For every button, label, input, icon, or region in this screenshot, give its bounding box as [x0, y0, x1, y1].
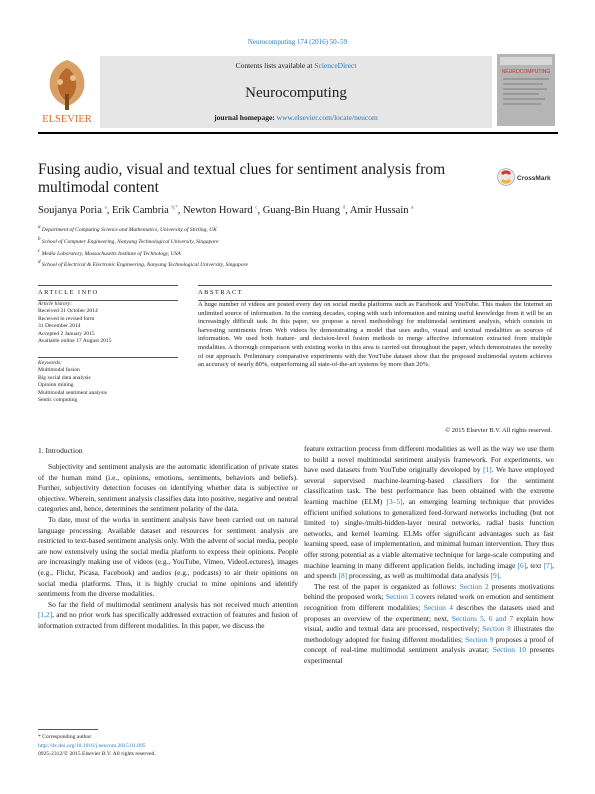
footnote-rule	[38, 729, 98, 730]
history-item: Available online 17 August 2015	[38, 338, 112, 345]
body-column-right	[304, 444, 554, 666]
keyword: Multimodal fusion	[38, 367, 80, 374]
divider	[38, 285, 178, 286]
section-link[interactable]: Section 4	[423, 602, 453, 612]
author: Guang-Bin Huang $^d$	[262, 205, 346, 216]
section-link[interactable]: Section 2	[459, 581, 489, 591]
doi-link[interactable]: http://dx.doi.org/10.1016/j.neucom.2015.01.095	[38, 742, 146, 749]
journal-name: Neurocomputing	[245, 85, 347, 101]
keyword: Multimodal sentiment analysis	[38, 389, 107, 396]
affiliation: b School of Computer Engineering, Nanyang Technological University, Singapore	[38, 236, 219, 245]
history-item: 31 December 2014	[38, 323, 81, 330]
abstract-text: A huge number of videos are posted every day on social media platforms such as Facebook and YouTube. This makes the Internet an unlimited source of information. In the coming decades, coping with such information and mining useful knowledge from it will be an increasingly difficult task. In this paper, we propose a novel methodology for multimodal sentiment analysis, which consists in harvesting sentiments from Web videos by demonstrating a model that uses audio, visual and textual modalities as sources of information. We used both feature- and decision-level fusion methods to merge affective information extracted from multiple modalities. A thorough comparison with existing works in this area is carried out throughout the paper, which demonstrates the novelty of our approach. Preliminary comparative experiments with the YouTube dataset show that the proposed multimodal system achieves an accuracy of nearly 80%, outperforming all state-of-the-art systems by more than 20%.	[198, 301, 552, 369]
article-info-heading: ARTICLE INFO	[38, 289, 99, 296]
author: Erik Cambria $^{b,*}$	[111, 205, 178, 216]
paragraph: So far the field of multimodal sentiment analysis has not received much attention [1,2], and no prior work has specifically addressed extraction of features and fusion of information extracted from different modalities. In this paper, we discuss the	[38, 599, 298, 630]
section-link[interactable]: Section 9	[465, 634, 494, 644]
crossmark-label: CrossMark	[517, 175, 551, 182]
masthead	[100, 56, 492, 128]
masthead-rule	[38, 132, 558, 134]
history-item: Accepted 2 January 2015	[38, 330, 95, 337]
body-column-left	[38, 462, 298, 632]
divider	[198, 285, 552, 286]
corresponding-author-note: * Corresponding author.	[38, 734, 93, 740]
contents-line	[100, 61, 492, 70]
section-link[interactable]: Section 10	[492, 645, 527, 655]
history-item: Received 31 October 2014	[38, 308, 98, 315]
abstract-box	[198, 285, 552, 301]
keyword: Opinion mining	[38, 382, 74, 389]
history-heading: Article history:	[38, 301, 73, 307]
keyword: Sentic computing	[38, 397, 78, 404]
crossmark-badge[interactable]	[497, 167, 557, 187]
issn-line: 0925-2312/© 2015 Elsevier B.V. All rights reserved.	[38, 751, 156, 757]
cover-title: NEUROCOMPUTING	[501, 69, 551, 75]
keyword: Big social data analysis	[38, 374, 91, 381]
elsevier-logo	[38, 54, 96, 126]
paragraph: To date, most of the works in sentiment analysis have been carried out on natural language processing. Available dataset and resources for sentiment analysis are restricted to text-based sentiment analysis only. With the advent of social media, people are now extensively using the social media platform to express their opinions. People are increasingly making use of videos (e.g., YouTube, Vimeo, VideoLectures), images (e.g., Flickr, Picasa, Facebook) and audios (e.g., podcasts) to air their opinions on social media platforms. Thus, it is highly crucial to mine opinions and identify sentiments from the diverse modalities.	[38, 514, 298, 599]
keywords	[38, 357, 178, 404]
journal-cover	[497, 54, 555, 126]
footnote	[38, 733, 298, 759]
abstract-heading: ABSTRACT	[198, 289, 244, 296]
affiliation: c Media Laboratory, Massachusetts Institute of Technology, USA	[38, 248, 181, 257]
journal-reference[interactable]: Neurocomputing 174 (2016) 50–59	[247, 38, 348, 46]
contents-prefix: Contents lists available at	[235, 61, 315, 70]
paper-title: Fusing audio, visual and textual clues for sentiment analysis from multimodal content	[38, 161, 446, 196]
citation-link[interactable]: [1,2]	[38, 610, 53, 620]
paragraph: Subjectivity and sentiment analysis are the automatic identification of private states of the human mind (i.e., opinions, emotions, sentiments, behaviors and beliefs). Further, subjectivity detection focuses on identifying whether data is subjective or objective. Wherein, sentiment analysis classifies data into positive, negative and neutral categories and, hence, determines the sentiment polarity of the data.	[38, 462, 298, 514]
citation-link[interactable]: [7]	[543, 560, 553, 570]
divider	[38, 357, 178, 358]
sciencedirect-link[interactable]: ScienceDirect	[314, 61, 357, 70]
author: Amir Hussain $^a$	[349, 205, 414, 216]
author: Soujanya Poria $^a$	[38, 205, 107, 216]
section-link[interactable]: Section 3	[385, 592, 414, 602]
section-link[interactable]: Sections 5, 6 and 7	[451, 613, 514, 623]
homepage-label: journal homepage:	[214, 113, 277, 122]
homepage-link[interactable]: www.elsevier.com/locate/neucom	[276, 113, 378, 122]
affiliations	[38, 223, 558, 270]
section-heading: 1. Introduction	[38, 446, 83, 455]
article-history	[38, 301, 178, 345]
affiliation: a Department of Computing Science and Mathematics, University of Stirling, UK	[38, 225, 217, 233]
article-info-box	[38, 285, 178, 301]
homepage-line	[100, 113, 492, 122]
citation-link[interactable]: [8]	[338, 571, 348, 581]
history-item: Received in revised form	[38, 315, 95, 322]
author: Newton Howard $^c$	[182, 205, 258, 216]
citation-link[interactable]: [6]	[517, 560, 527, 570]
citation-link[interactable]: [3–5]	[386, 496, 403, 506]
author-list: Soujanya Poria $^a$, Erik Cambria $^{b,*}$, Newton Howard $^c$, Guang-Bin Huang $^d$, Amir Hussain $^a$	[38, 205, 414, 216]
paragraph: The rest of the paper is organized as follows: Section 2 presents motivations behind the proposed work; Section 3 covers related work on emotion and sentiment recognition from different modalities; Section 4 describes the datasets used and proposes an overview of the experiment; next, Sections 5, 6 and 7 explain how visual, audio and textual data are processed, respectively; Section 8 illustrates the methodology adopted for fusing different modalities; Section 9 proposes a proof of concept of real-time multimodal sentiment analysis avatar; Section 10 presents experimental	[304, 581, 555, 665]
affiliation: d School of Electrical & Electronic Engineering, Nanyang Technological University, Singapore	[38, 260, 248, 269]
citation-link[interactable]: [9]	[490, 571, 500, 581]
citation-link[interactable]: [1]	[483, 465, 492, 475]
abstract-copyright: © 2015 Elsevier B.V. All rights reserved.	[445, 427, 552, 434]
elsevier-wordmark: ELSEVIER	[42, 114, 92, 125]
section-link[interactable]: Section 8	[482, 624, 511, 634]
paragraph: feature extraction process from different modalities as well as the way we use them to build a novel multimodal sentiment analysis framework. For experiments, we have used datasets from YouTube originally developed by [1]. We have employed several supervised machine-learning-based classifiers for the sentiment classification task. The best performance has been obtained with the extreme learning machine (ELM) [3–5], an emerging learning technique that provides efficient unified solutions to generalized feed-forward networks including (but not limited to) single-/multi-hidden-layer neural networks, radial basis function networks, and kernel learning. ELMs offer significant advantages such as fast learning speed, ease of implementation, and minimal human intervention. They thus offer strong potential as a viable alternative technique for large-scale computing and machine learning in many different application fields, including image [6], text [7], and speech [8] processing, as well as multimodal data analysis [9].	[304, 444, 554, 581]
keywords-heading: Keywords:	[38, 360, 63, 366]
